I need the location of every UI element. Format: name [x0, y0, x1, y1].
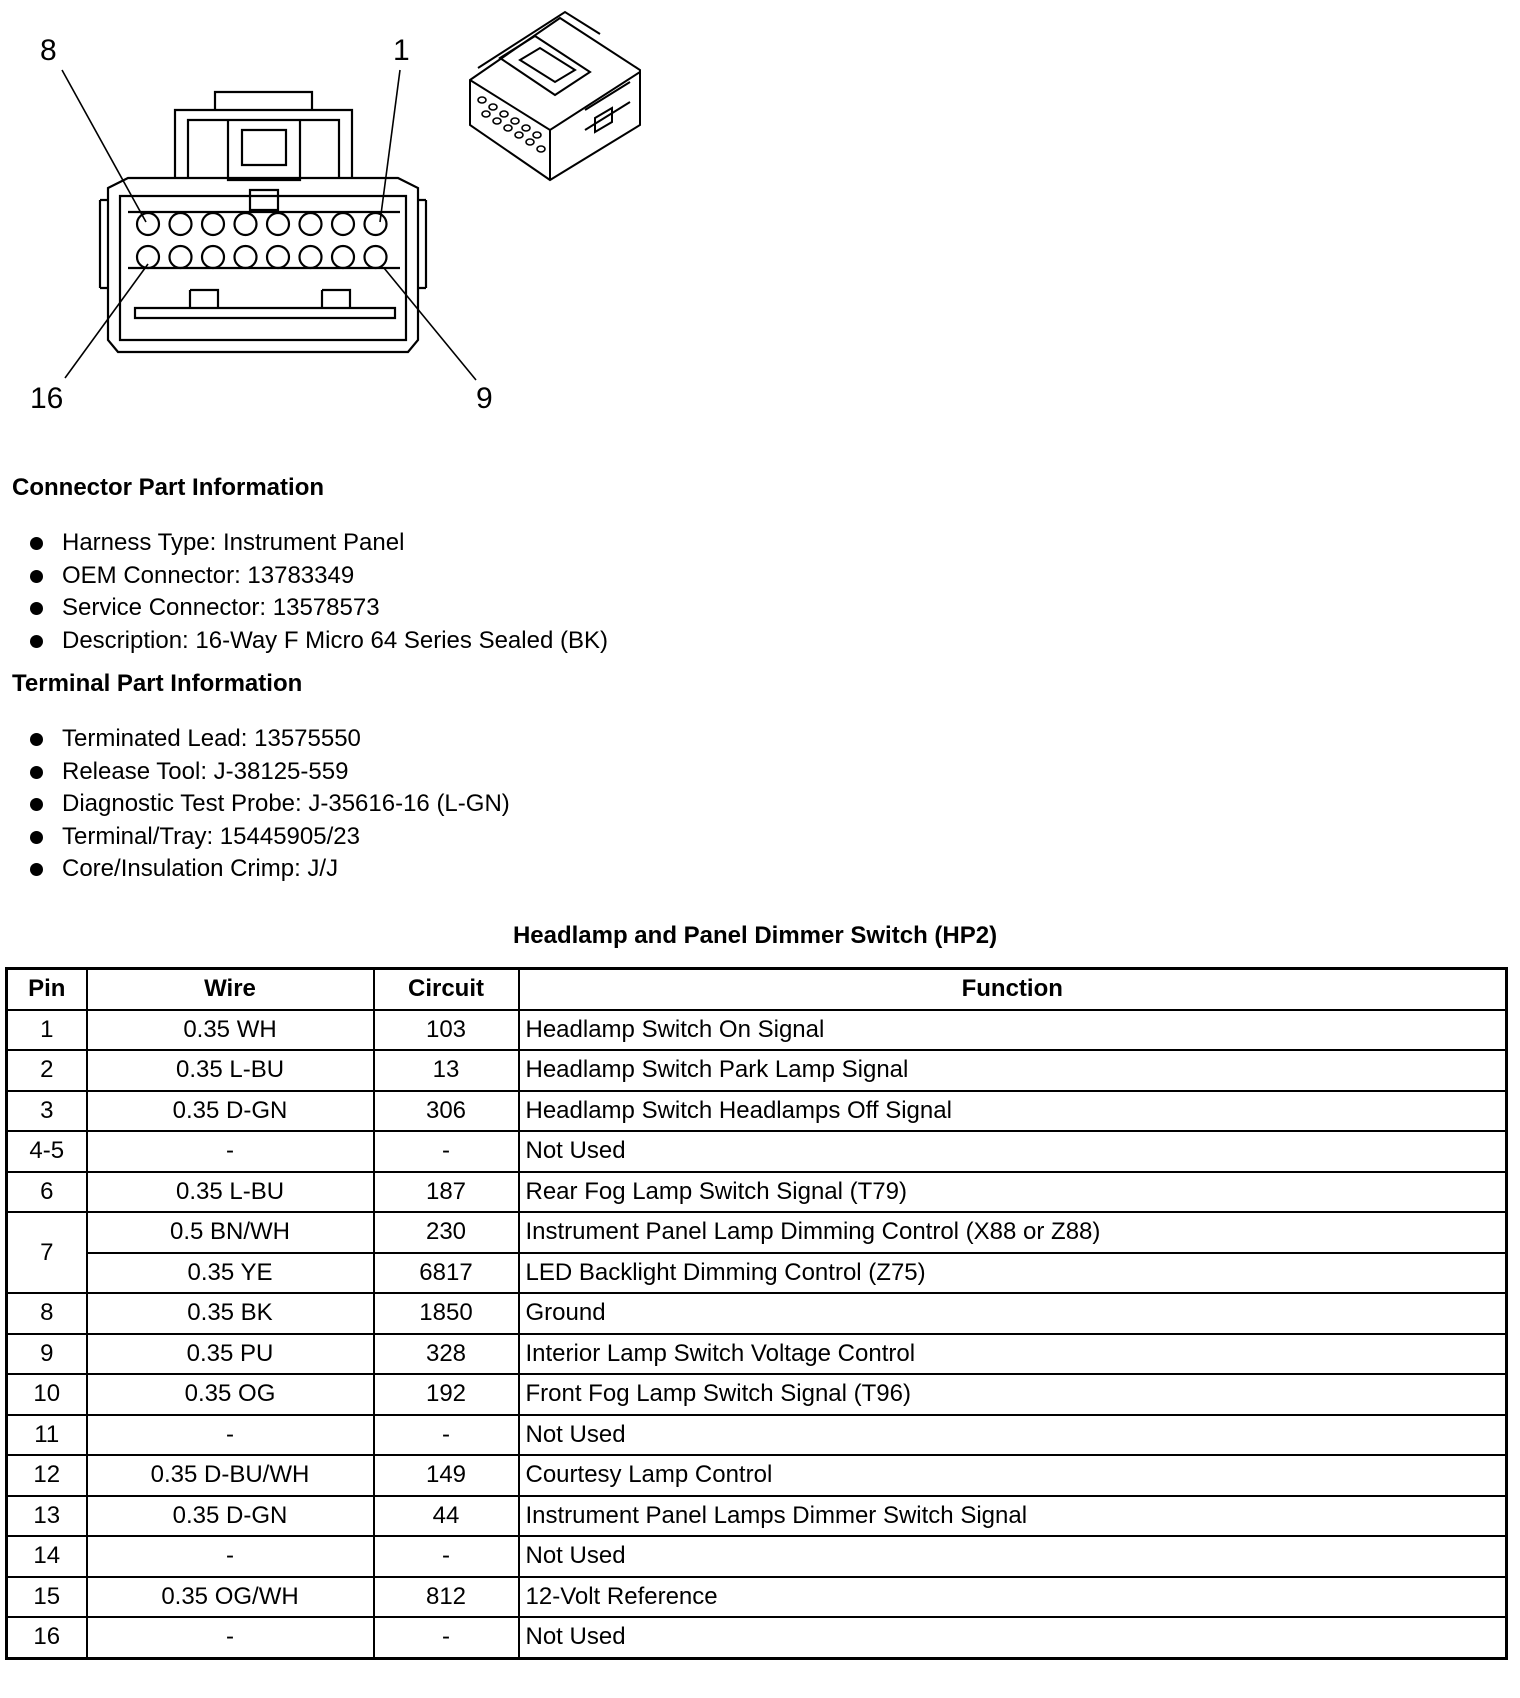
cell-circuit: 6817	[374, 1253, 519, 1294]
header-circuit: Circuit	[374, 969, 519, 1010]
cell-function: Instrument Panel Lamp Dimming Control (X88 or Z88)	[519, 1212, 1507, 1253]
terminal-cavity	[365, 246, 387, 268]
cell-wire: 0.35 BK	[87, 1293, 374, 1334]
table-row	[7, 1010, 1507, 1051]
cell-pin: 15	[7, 1577, 87, 1618]
cell-circuit: 187	[374, 1172, 519, 1213]
terminal-cavity	[332, 213, 354, 235]
header-pin: Pin	[7, 969, 87, 1010]
table-row	[7, 1050, 1507, 1091]
header-wire: Wire	[87, 969, 374, 1010]
cell-pin: 1	[7, 1010, 87, 1051]
list-item: Service Connector: 13578573	[30, 592, 608, 625]
table-row	[7, 1172, 1507, 1213]
terminal-cavity	[478, 97, 486, 103]
list-item: Release Tool: J-38125-559	[30, 756, 510, 789]
terminal-cavity	[526, 139, 534, 145]
cell-circuit: 149	[374, 1455, 519, 1496]
cell-pin: 9	[7, 1334, 87, 1375]
list-item: Diagnostic Test Probe: J-35616-16 (L-GN)	[30, 788, 510, 821]
cell-wire: 0.35 D-GN	[87, 1091, 374, 1132]
cell-circuit: 328	[374, 1334, 519, 1375]
connector-part-information-heading: Connector Part Information	[12, 474, 325, 501]
cell-circuit: -	[374, 1415, 519, 1456]
cell-function: Front Fog Lamp Switch Signal (T96)	[519, 1374, 1507, 1415]
table-row	[7, 1617, 1507, 1658]
terminal-cavity	[300, 246, 322, 268]
table-header-row	[7, 969, 1507, 1010]
cell-pin: 16	[7, 1617, 87, 1658]
cell-circuit: 812	[374, 1577, 519, 1618]
table-row	[7, 1455, 1507, 1496]
cell-function: Headlamp Switch Park Lamp Signal	[519, 1050, 1507, 1091]
table-row	[7, 1253, 1507, 1294]
table-row	[7, 1131, 1507, 1172]
cell-circuit: -	[374, 1131, 519, 1172]
cell-pin: 11	[7, 1415, 87, 1456]
terminal-cavity	[489, 104, 497, 110]
table-row	[7, 1091, 1507, 1132]
terminal-cavity	[504, 125, 512, 131]
cell-function: Not Used	[519, 1131, 1507, 1172]
cell-circuit: 13	[374, 1050, 519, 1091]
connector-face-diagram	[0, 0, 760, 440]
cell-circuit: 44	[374, 1496, 519, 1537]
terminal-cavity	[267, 246, 289, 268]
cell-wire: 0.35 OG/WH	[87, 1577, 374, 1618]
cell-wire: 0.35 PU	[87, 1334, 374, 1375]
connector-isometric-view	[470, 12, 640, 180]
terminal-cavity	[493, 118, 501, 124]
cell-circuit: 1850	[374, 1293, 519, 1334]
table-row	[7, 1212, 1507, 1253]
cell-wire: -	[87, 1617, 374, 1658]
cell-wire: -	[87, 1415, 374, 1456]
list-item: Core/Insulation Crimp: J/J	[30, 853, 510, 886]
cell-function: LED Backlight Dimming Control (Z75)	[519, 1253, 1507, 1294]
terminal-cavity	[500, 111, 508, 117]
terminal-cavity	[533, 132, 541, 138]
table-row	[7, 1293, 1507, 1334]
pin-label-8: 8	[40, 34, 57, 67]
terminal-cavity	[235, 213, 257, 235]
cell-function: Interior Lamp Switch Voltage Control	[519, 1334, 1507, 1375]
list-item: OEM Connector: 13783349	[30, 560, 608, 593]
cell-function: Rear Fog Lamp Switch Signal (T79)	[519, 1172, 1507, 1213]
pinout-table	[5, 967, 1508, 1660]
list-item: Terminal/Tray: 15445905/23	[30, 821, 510, 854]
terminal-cavity	[482, 111, 490, 117]
cell-circuit: -	[374, 1617, 519, 1658]
cell-wire: 0.35 L-BU	[87, 1050, 374, 1091]
cell-function: Not Used	[519, 1617, 1507, 1658]
pin-label-9: 9	[476, 382, 493, 415]
table-row	[7, 1496, 1507, 1537]
cell-function: Headlamp Switch On Signal	[519, 1010, 1507, 1051]
cell-circuit: 103	[374, 1010, 519, 1051]
table-row	[7, 1577, 1507, 1618]
list-item: Terminated Lead: 13575550	[30, 723, 510, 756]
cell-pin: 8	[7, 1293, 87, 1334]
terminal-part-list	[30, 723, 510, 886]
connector-part-list	[30, 527, 608, 657]
cell-circuit: 230	[374, 1212, 519, 1253]
cell-wire: 0.35 OG	[87, 1374, 374, 1415]
cell-pin: 13	[7, 1496, 87, 1537]
cell-circuit: 306	[374, 1091, 519, 1132]
cell-wire: 0.5 BN/WH	[87, 1212, 374, 1253]
terminal-cavity	[365, 213, 387, 235]
cell-wire: -	[87, 1536, 374, 1577]
cell-function: Headlamp Switch Headlamps Off Signal	[519, 1091, 1507, 1132]
cell-pin: 3	[7, 1091, 87, 1132]
cell-circuit: -	[374, 1536, 519, 1577]
cell-pin: 10	[7, 1374, 87, 1415]
cell-wire: 0.35 L-BU	[87, 1172, 374, 1213]
cell-function: Not Used	[519, 1536, 1507, 1577]
cell-wire: 0.35 WH	[87, 1010, 374, 1051]
table-row	[7, 1536, 1507, 1577]
cell-pin: 14	[7, 1536, 87, 1577]
pin-label-1: 1	[393, 34, 410, 67]
table-title: Headlamp and Panel Dimmer Switch (HP2)	[512, 922, 998, 949]
cell-pin: 6	[7, 1172, 87, 1213]
cell-function: Not Used	[519, 1415, 1507, 1456]
cell-function: Ground	[519, 1293, 1507, 1334]
terminal-cavity	[300, 213, 322, 235]
pin-label-16: 16	[30, 382, 64, 415]
terminal-cavity	[137, 213, 159, 235]
cell-pin: 4-5	[7, 1131, 87, 1172]
cell-function: Instrument Panel Lamps Dimmer Switch Signal	[519, 1496, 1507, 1537]
table-row	[7, 1334, 1507, 1375]
cell-function: Courtesy Lamp Control	[519, 1455, 1507, 1496]
terminal-cavity	[170, 246, 192, 268]
list-item: Description: 16-Way F Micro 64 Series Sealed (BK)	[30, 625, 608, 658]
header-function: Function	[519, 969, 1507, 1010]
cell-pin: 2	[7, 1050, 87, 1091]
table-row	[7, 1374, 1507, 1415]
terminal-cavity	[515, 132, 523, 138]
cell-wire: 0.35 D-BU/WH	[87, 1455, 374, 1496]
terminal-cavity	[267, 213, 289, 235]
terminal-cavity	[170, 213, 192, 235]
terminal-cavity	[522, 125, 530, 131]
cell-wire: 0.35 YE	[87, 1253, 374, 1294]
cell-function: 12-Volt Reference	[519, 1577, 1507, 1618]
list-item: Harness Type: Instrument Panel	[30, 527, 608, 560]
terminal-cavity	[202, 246, 224, 268]
terminal-cavity	[202, 213, 224, 235]
terminal-cavity	[537, 146, 545, 152]
cell-wire: 0.35 D-GN	[87, 1496, 374, 1537]
cell-circuit: 192	[374, 1374, 519, 1415]
table-row	[7, 1415, 1507, 1456]
cell-pin: 7	[7, 1212, 87, 1293]
terminal-part-information-heading: Terminal Part Information	[12, 670, 303, 697]
terminal-cavity	[332, 246, 354, 268]
terminal-cavity	[511, 118, 519, 124]
cell-pin: 12	[7, 1455, 87, 1496]
cell-wire: -	[87, 1131, 374, 1172]
terminal-cavity	[235, 246, 257, 268]
